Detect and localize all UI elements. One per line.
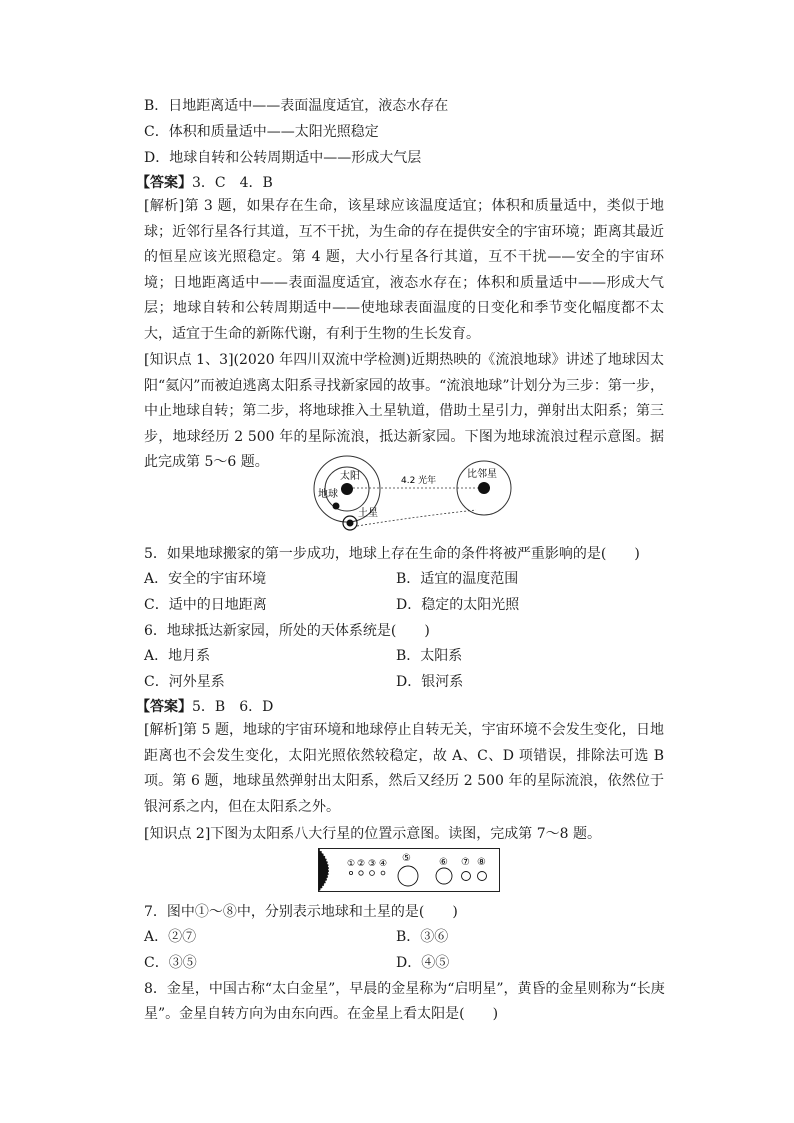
planet-label-4: ④ [379,859,388,869]
answer-line-2 [136,698,273,716]
intro-paragraph-2: [知识点 1、3](2020 年四川双流中学检测)近期热映的《流浪地球》讲述了地球因太阳“氦闪”而被迫逃离太阳系寻找新家园的故事。“流浪地球”计划分为三步：第一步，中止地球自转；第二步，将地球推入土星轨道，借助土星引力，弹射出太阳系；第三步，地球经历 2 500 年的星际流浪，抵达新家园。下图为地球流浪过程示意图。据此完成第 5～6 题。 [144,352,664,470]
saturn-dot [347,520,354,527]
planet-label-2: ② [357,859,366,869]
saturn-label: 土星 [358,508,378,519]
planet-6 [436,868,452,884]
answer-tag: 【答案】 [136,175,192,191]
planet-7 [462,872,471,881]
intro-paragraph-3: [知识点 2]下图为太阳系八大行星的位置示意图。读图，完成第 7～8 题。 [144,826,601,842]
distance-label: 4.2 光年 [401,476,437,486]
planet-3 [370,871,375,876]
q5-option-a: A．安全的宇宙环境 [144,571,267,587]
q6-option-c: C．河外星系 [144,674,225,690]
answer-text: 3．C 4．B [192,175,273,191]
q4-option-b: B．日地距离适中——表面温度适宜，液态水存在 [144,98,449,114]
q8-stem-line-1: 8．金星，中国古称“太白金星”，早晨的金星称为“启明星”，黄昏的金星则称为“长庚 [144,981,665,997]
q4-option-c: C．体积和质量适中——太阳光照稳定 [144,124,379,140]
q7-option-a: A．②⑦ [144,929,197,945]
q6-option-d: D．银河系 [396,674,464,690]
q5-option-d: D．稳定的太阳光照 [396,597,520,613]
answer-tag: 【答案】 [136,699,192,715]
planet-label-7: ⑦ [461,857,470,868]
answer-text: 5．B 6．D [192,699,274,715]
planet-label-6: ⑥ [439,857,448,868]
planet-1 [349,871,352,874]
answer-line-1 [136,174,273,192]
wandering-earth-diagram [300,450,530,542]
q5-option-b: B．适宜的温度范围 [396,571,519,587]
planet-label-5: ⑤ [402,853,411,864]
analysis-paragraph-1: [解析]第 3 题，如果存在生命，该星球应该温度适宜；体积和质量适中，类似于地球；近邻行星各行其道，互不干扰，为生命的存在提供安全的宇宙环境；距离其最近的恒星应该光照稳定。第 4 题，大小行星各行其道，互不干扰——安全的宇宙环境；日地距离适中——表面温度适宜，液态水存在；体积和质量适中——形成大气层；地球自转和公转周期适中——使地球表面温度的日变化和季节变化幅度都不太大，适宜于生命的新陈代谢，有利于生物的生长发育。 [144,198,664,342]
sun-dot [341,483,353,495]
earth-label: 地球 [318,489,338,500]
earth-dot [333,503,340,510]
q6-option-b: B．太阳系 [396,648,463,664]
planet-8 [478,872,487,881]
q7-stem: 7．图中①～⑧中，分别表示地球和土星的是( ) [144,904,458,920]
q6-stem: 6．地球抵达新家园，所处的天体系统是( ) [144,623,430,639]
q4-option-d: D．地球自转和公转周期适中——形成大气层 [144,150,422,166]
q5-stem: 5．如果地球搬家的第一步成功，地球上存在生命的条件将被严重影响的是( ) [144,546,640,562]
q6-option-a: A．地月系 [144,648,211,664]
analysis-paragraph-2: [解析]第 5 题，地球的宇宙环境和地球停止自转无关，宇宙环境不会发生变化，日地距离也不会发生变化，太阳光照依然较稳定，故 A、C、D 项错误，排除法可选 B 项。第 6 题，地球虽然弹射出太阳系，然后又经历 2 500 年的星际流浪，依然位于银河系之内，但在太阳系之外。 [144,722,664,815]
planet-2 [359,871,363,875]
sun-label: 太阳 [340,471,360,482]
q7-option-c: C．③⑤ [144,955,197,971]
neighbor-dot [478,482,490,494]
planet-label-8: ⑧ [477,857,486,868]
q7-option-b: B．③⑥ [396,929,449,945]
q7-option-d: D．④⑤ [396,955,450,971]
neighbor-label: 比邻星 [467,469,497,480]
planet-label-3: ③ [368,859,377,869]
planet-5 [398,866,418,886]
planets-position-diagram [318,848,500,892]
planet-label-1: ① [347,859,356,869]
planet-4 [381,871,385,875]
q5-option-c: C．适中的日地距离 [144,597,267,613]
q8-stem-line-2: 星”。金星自转方向为由东向西。在金星上看太阳是( ) [144,1006,499,1022]
